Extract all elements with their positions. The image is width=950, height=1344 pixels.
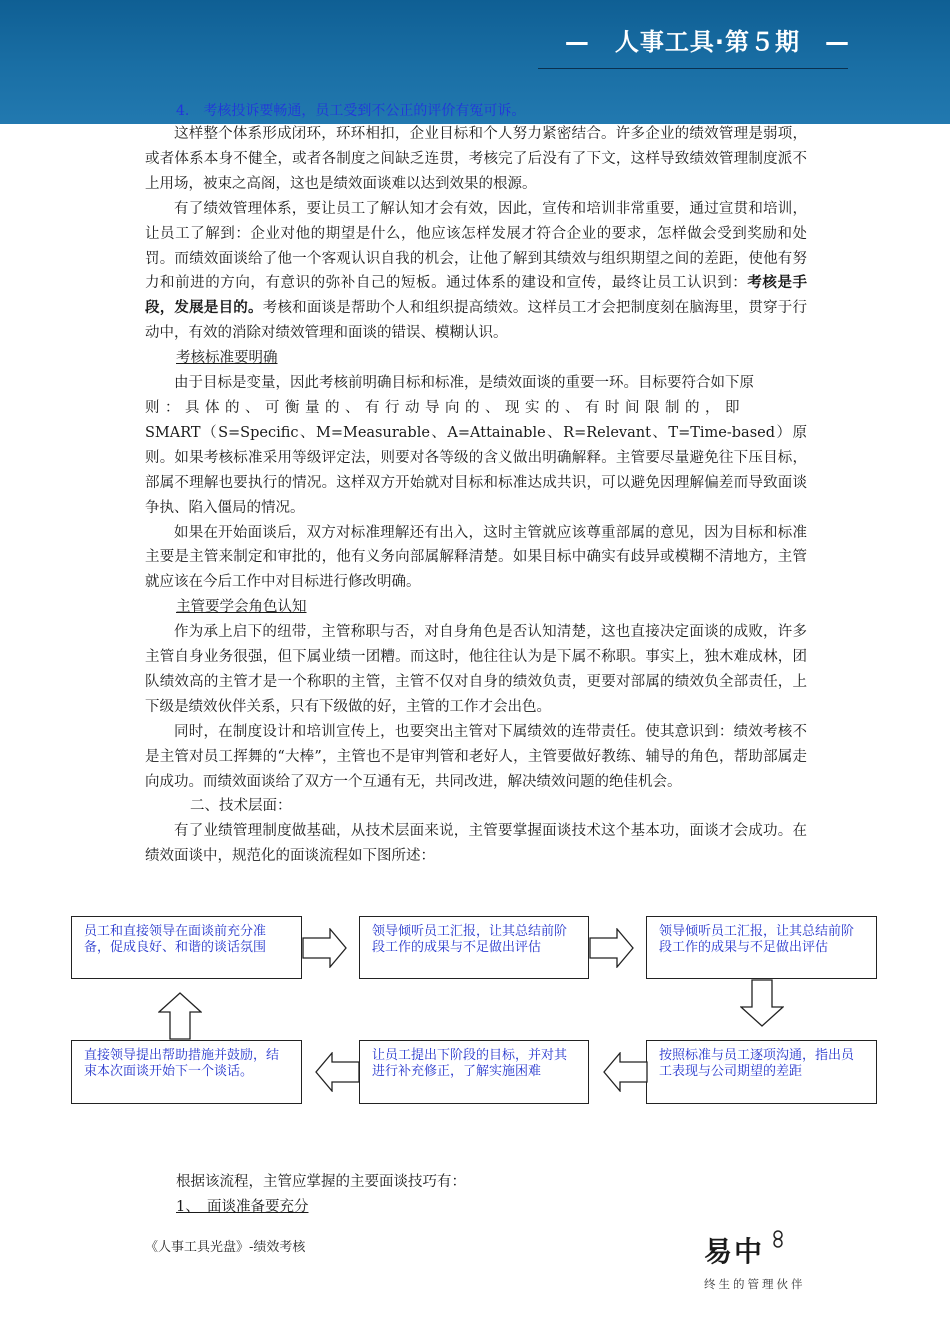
subsection-heading: 二、技术层面： — [190, 798, 292, 815]
heading-text: 考核标准要明确 — [176, 350, 278, 367]
paragraph-line: 则：具体的、可衡量的、有行动导向的、现实的、有时间限制的，即 — [145, 399, 745, 416]
header-rule — [538, 68, 848, 69]
arrow-up-icon — [158, 992, 202, 1040]
intro-line: 4. 考核投诉要畅通，员工受到不公正的评价有冤可诉。 — [176, 103, 526, 119]
brand-logo — [704, 1230, 785, 1270]
emphasis-text: 考核是手段，发展是目的。 — [145, 274, 808, 317]
arrow-down-icon — [740, 979, 784, 1027]
paragraph: 同时，在制度设计和培训宣传上，也要突出主管对下属绩效的连带责任。使其意识到：绩效考核不是主管对员工挥舞的“大棒”，主管也不是审判管和老好人，主管要做好教练、辅导的角色，帮助部属走向成功。而绩效面谈给了双方一个互通有无，共同改进，解决绩效问题的绝佳机会。 — [145, 723, 807, 790]
flow-summary-line: 根据该流程，主管应掌握的主要面谈技巧有： — [176, 1174, 466, 1190]
arrow-right-icon — [302, 928, 348, 968]
flow-step-listen: 领导倾听员工汇报，让其总结前阶段工作的成果与不足做出评估 — [359, 916, 589, 979]
subsection-heading: 1、 面谈准备要充分 — [176, 1199, 309, 1215]
arrow-left-icon — [314, 1052, 360, 1092]
flow-step-support: 直接领导提出帮助措施并鼓励，结束本次面谈开始下一个谈话。 — [71, 1040, 302, 1104]
flow-step-prepare: 员工和直接领导在面谈前充分准备，促成良好、和谐的谈话氛围 — [71, 916, 302, 979]
logo-mark-icon — [771, 1230, 785, 1254]
footer-source: 《人事工具光盘》-绩效考核 — [145, 1240, 306, 1255]
flow-step-evaluate: 领导倾听员工汇报，让其总结前阶段工作的成果与不足做出评估 — [646, 916, 877, 979]
heading-text: 主管要学会角色认知 — [176, 599, 307, 616]
section-heading — [145, 346, 807, 371]
section-heading — [145, 595, 807, 620]
body-text — [145, 122, 807, 869]
logo-text: 易中 — [704, 1235, 765, 1268]
paragraph: 这样整个体系形成闭环，环环相扣，企业目标和个人努力紧密结合。许多企业的绩效管理是弱项，或者体系本身不健全，或者各制度之间缺乏连贯，考核完了后没有了下文，这样导致绩效管理制度派不上用场，被束之高阁，这也是绩效面谈难以达到效果的根源。 — [145, 126, 807, 192]
arrow-left-icon — [602, 1052, 648, 1092]
flow-step-communicate: 按照标准与员工逐项沟通，指出员工表现与公司期望的差距 — [646, 1040, 877, 1104]
paragraph: 如果在开始面谈后，双方对标准理解还有出入，这时主管就应该尊重部属的意见，因为目标和标准主要是主管来制定和审批的，他有义务向部属解释清楚。如果目标中确实有歧异或模糊不清地方，主管就应该在今后工作中对目标进行修改明确。 — [145, 524, 807, 591]
brand-tagline: 终生的管理伙伴 — [704, 1277, 806, 1291]
paragraph: SMART（S=Specific、M=Measurable、A=Attainable、R=Relevant、T=Time-based）原则。如果考核标准采用等级评定法，则要对各等级的含义做出明确解释。主管要尽量避免往下压目标，部属不理解也要执行的情况。这样双方开始就对目标和标准达成共识，可以避免因理解偏差而导致面谈争执、陷入僵局的情况。 — [145, 424, 807, 516]
header-title: — 人事工具·第５期 — — [564, 28, 850, 56]
paragraph-text: 有了绩效管理体系，要让员工了解认知才会有效，因此，宣传和培训非常重要，通过宣贯和培训，让员工了解到：企业对他的期望是什么，他应该怎样发展才符合企业的要求，怎样做会受到奖励和处罚。而绩效面谈给了他一个客观认识自我的机会，让他了解到其绩效与组织期望之间的差距，使他有努力和前进的方向，有意识的弥补自己的短板。通过体系的建设和宣传，最终让员工认识到： — [145, 200, 807, 292]
paragraph: 有了业绩管理制度做基础，从技术层面来说，主管要掌握面谈技术这个基本功，面谈才会成功。在绩效面谈中，规范化的面谈流程如下图所述： — [145, 823, 807, 865]
paragraph: 作为承上启下的纽带，主管称职与否，对自身角色是否认知清楚，这也直接决定面谈的成败，许多主管自身业务很强，但下属业绩一团糟。而这时，他往往认为是下属不称职。事实上，独木难成林，团队绩效高的主管才是一个称职的主管，主管不仅对自身的绩效负责，更要对部属的绩效负全部责任，上下级是绩效伙伴关系，只有下级做的好，主管的工作才会出色。 — [145, 624, 807, 715]
arrow-right-icon — [589, 928, 635, 968]
paragraph-text: 考核和面谈是帮助个人和组织提高绩效。这样员工才会把制度刻在脑海里，贯穿于行动中，有效的消除对绩效管理和面谈的错误、模糊认识。 — [145, 300, 808, 342]
flow-step-set-goals: 让员工提出下阶段的目标，并对其进行补充修正，了解实施困难 — [359, 1040, 589, 1104]
paragraph: 由于目标是变量，因此考核前明确目标和标准，是绩效面谈的重要一环。目标要符合如下原 — [174, 375, 754, 392]
paragraph — [145, 197, 807, 346]
